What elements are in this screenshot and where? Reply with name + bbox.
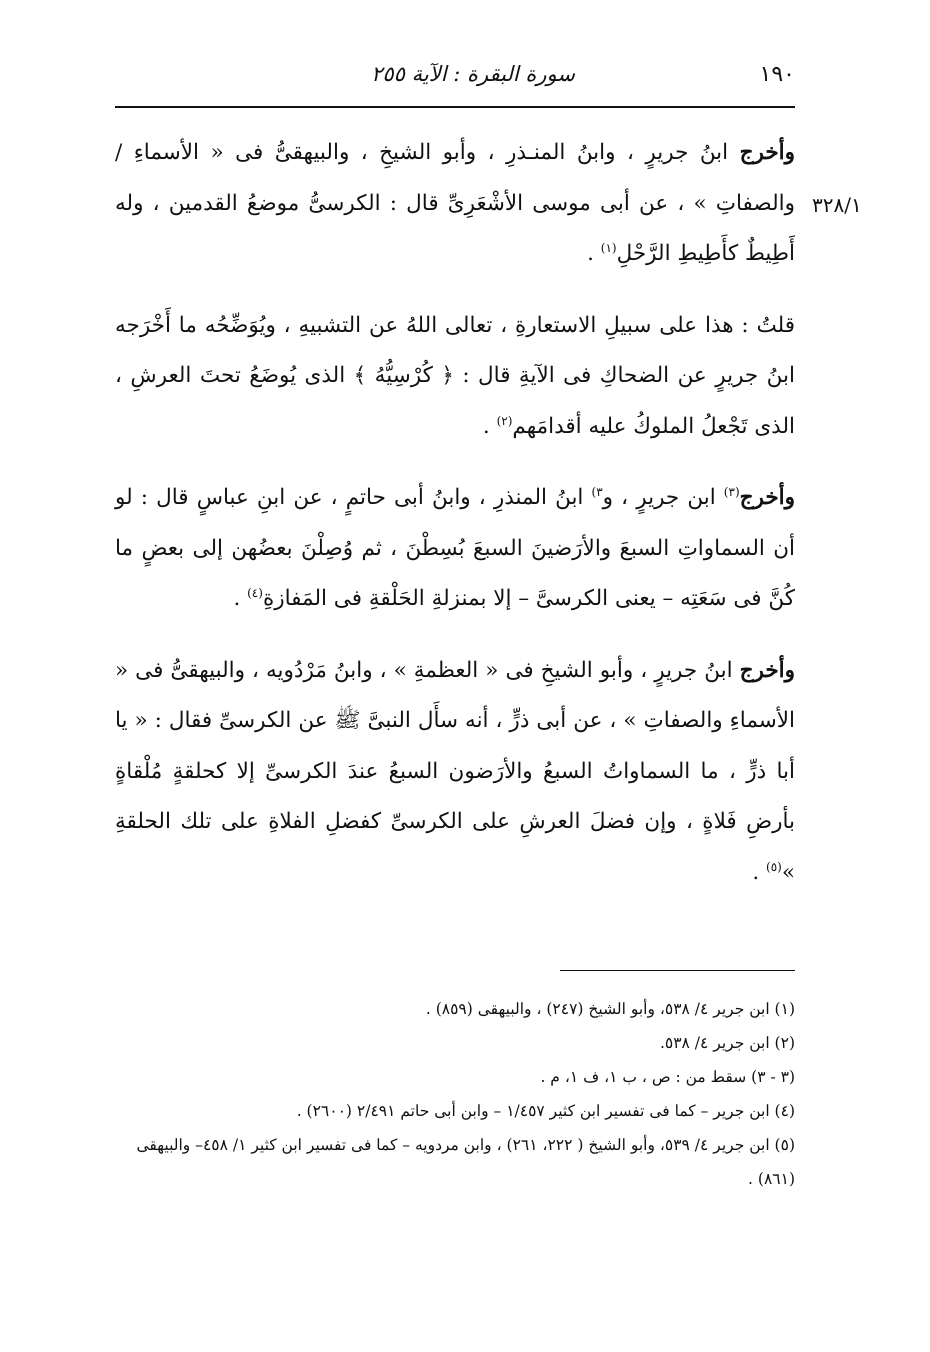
page-header (115, 58, 795, 96)
text-run: ابن جريرٍ ، و (602, 485, 724, 510)
paragraph-2 (115, 301, 795, 453)
paragraph-1 (115, 128, 795, 280)
paragraph-3 (115, 473, 795, 625)
header-rule (115, 106, 795, 108)
footnote: (٢) ابن جرير ٤/ ٥٣٨. (659, 1034, 795, 1052)
footnote-marker: (٢) (496, 413, 513, 428)
footnote: (٥) ابن جرير ٤/ ٥٣٩، وأبو الشيخ ( ٢٢٢، ٢٦١) ، وابن مردويه – كما فى تفسير ابن كثير ١/ ٤٥٨– والبيهقى (٨٦١) . (136, 1136, 795, 1188)
footnote-marker: ٣) (591, 484, 603, 499)
text-run: . (752, 859, 767, 885)
lead-word: وأخرج (739, 140, 795, 165)
text-run: . (482, 413, 497, 439)
footnotes (115, 992, 795, 1196)
footnote: (٤) ابن جرير – كما فى تفسير ابن كثير ١/٤٥٧ – وابن أبى حاتم ٢/٤٩١ (٢٦٠٠) . (296, 1102, 795, 1120)
footnote-separator (560, 970, 795, 971)
footnote-marker: (٥) (766, 859, 782, 874)
running-title: سورة البقرة : الآية ٢٥٥ (371, 62, 575, 86)
paragraph-4 (115, 646, 795, 899)
main-text (115, 128, 795, 898)
text-run: . (587, 241, 601, 266)
footnote-marker: (١) (600, 240, 617, 255)
lead-word: وأخرج (739, 657, 795, 683)
lead-word: وأخرج (739, 485, 796, 510)
footnote-marker: (٤) (247, 585, 263, 600)
text-run: ابنُ المنذرِ ، وابنُ أبى حاتمٍ ، عن ابنِ عباسٍ قال : لو أن السماواتِ السبعَ والأرَضينَ السبعَ بُسِطْنَ ، ثم وُصِلْنَ بعضُهن إلى بعضٍ ما كُنَّ فى سَعَتِه – يعنى الكرسىَّ – إلا بمنزلةِ الحَلْقةِ فى المَفازةِ (115, 485, 795, 611)
margin-reference: ٣٢٨/١ (812, 193, 862, 217)
footnote: (٣ - ٣) سقط من : ص ، ب ١، ف ١، م . (540, 1068, 795, 1086)
text-run: قلتُ : هذا على سبيلِ الاستعارةِ ، تعالى اللهُ عن التشبيهِ ، ويُوَضِّحُه ما أَخْرَجه ابنُ جريرٍ عن الضحاكِ فى الآيةِ قال : ﴿ كُرْسِيُّهُ ﴾ الذى يُوضَعُ تحتَ العرشِ ، الذى تَجْعلُ الملوكُ عليه أقدامَهم (115, 312, 795, 439)
text-run: ابنُ جريرٍ ، وابنُ المنـذرِ ، وأبو الشيخِ ، والبيهقىُّ فى « الأسماءِ /والصفاتِ » ، عن أبى موسى الأشْعَرِىِّ قال : الكرسىُّ موضعُ القدمين ، وله أَطِيطٌ كأَطِيطِ الرَّحْلِ (115, 140, 795, 266)
footnote: (١) ابن جرير ٤/ ٥٣٨، وأبو الشيخ (٢٤٧) ، والبيهقى (٨٥٩) . (425, 1000, 795, 1018)
footnote-marker: (٣) (723, 484, 740, 499)
text-run: . (233, 586, 248, 611)
text-run: ابنُ جريرٍ ، وأبو الشيخِ فى « العظمةِ » ، وابنُ مَرْدُويه ، والبيهقىُّ فى « الأسماءِ والصفاتِ » ، عن أبى ذرٍّ ، أنه سأَل النبىَّ ﷺ عن الكرسىِّ فقال : « يا أبا ذرٍّ ، ما السماواتُ السبعُ والأرَضون السبعُ عندَ الكرسىِّ إلا كحلقةٍ مُلْقاةٍ بأرضِ فَلاةٍ ، وإن فضلَ العرشِ على الكرسىِّ كفضلِ الفلاةِ على تلك الحلقةِ » (115, 657, 795, 885)
page-number: ١٩٠ (759, 62, 795, 87)
